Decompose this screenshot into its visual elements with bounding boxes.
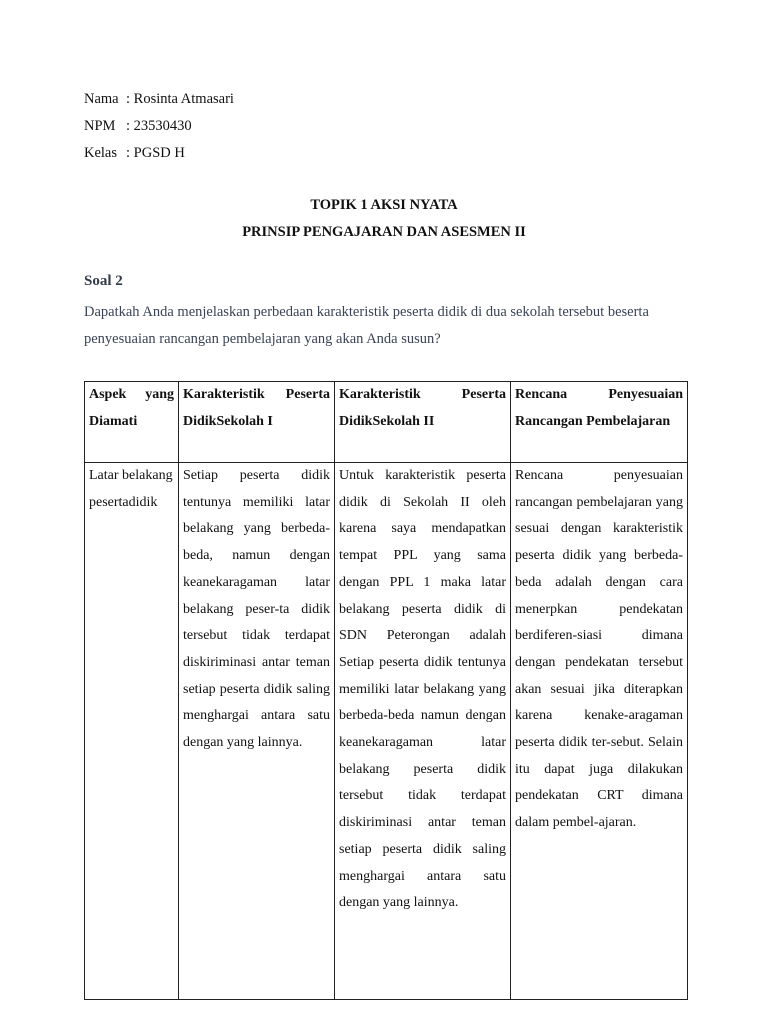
table-header-row (85, 382, 688, 463)
npm-value: : 23530430 (126, 118, 192, 134)
table-row (85, 463, 688, 1000)
identity-nama-row (84, 86, 234, 113)
cell-rencana-text: Rencana penyesuaian rancangan pembelajaran yang sesuai dengan karakteristik peserta didik yang berbeda- beda adalah dengan cara menerpkan pendekatan berdiferen-siasi dimana dengan pendekatan tersebut akan sesuai jika diterapkan karena kenake-aragaman peserta didik ter-sebut. Selain itu dapat juga dilakukan pendekatan CRT dimana dalam pembel-ajaran. (515, 468, 683, 831)
title-line-1: TOPIK 1 AKSI NYATA (310, 197, 458, 213)
title-line-2: PRINSIP PENGAJARAN DAN ASESMEN II (242, 224, 526, 240)
cell-rencana (511, 463, 688, 1000)
header-rencana: Rencana Penyesuaian Rancangan Pembelajaran (511, 382, 688, 463)
cell-sekolah-1 (179, 463, 335, 1000)
identity-kelas-row (84, 140, 234, 167)
cell-sekolah-2 (335, 463, 511, 1000)
student-identity (84, 86, 234, 167)
header-sekolah-2: Karakteristik Peserta DidikSekolah II (335, 382, 511, 463)
question-text: Dapatkah Anda menjelaskan perbedaan karakteristik peserta didik di dua sekolah tersebut beserta penyesuaian rancangan pembelajaran yang akan Anda susun? (84, 304, 649, 347)
nama-label: Nama (84, 91, 119, 107)
cell-sekolah-2-text: Untuk karakteristik peserta didik di Sekolah II oleh karena saya mendapatkan tempat PPL yang sama dengan PPL 1 maka latar belakang peserta didik di SDN Peterongan adalah Setiap peserta didik tentunya memiliki latar belakang yang berbeda-beda namun dengan keanekaragaman latar belakang peserta didik tersebut tidak terdapat diskiriminasi antar teman setiap peserta didik saling menghargai antara satu dengan yang lainnya. (339, 468, 506, 911)
soal-heading: Soal 2 (84, 273, 123, 289)
cell-aspek-text: Latar belakang pesertadidik (89, 468, 173, 510)
header-aspek: Aspek yang Diamati (85, 382, 179, 463)
document-title (0, 192, 768, 246)
cell-sekolah-1-text: Setiap peserta didik tentunya memiliki latar belakang yang berbeda-beda, namun dengan keanekaragaman latar belakang peser-ta didik tersebut tidak terdapat diskiriminasi antar teman setiap peserta didik saling menghargai antara satu dengan yang lainnya. (183, 468, 330, 751)
kelas-value: : PGSD H (126, 145, 185, 161)
kelas-label: Kelas (84, 145, 118, 161)
cell-aspek (85, 463, 179, 1000)
comparison-table (84, 381, 688, 1000)
header-sekolah-1: Karakteristik Peserta DidikSekolah I (179, 382, 335, 463)
nama-value: : Rosinta Atmasari (126, 91, 234, 107)
npm-label: NPM (84, 118, 116, 134)
identity-npm-row (84, 113, 234, 140)
